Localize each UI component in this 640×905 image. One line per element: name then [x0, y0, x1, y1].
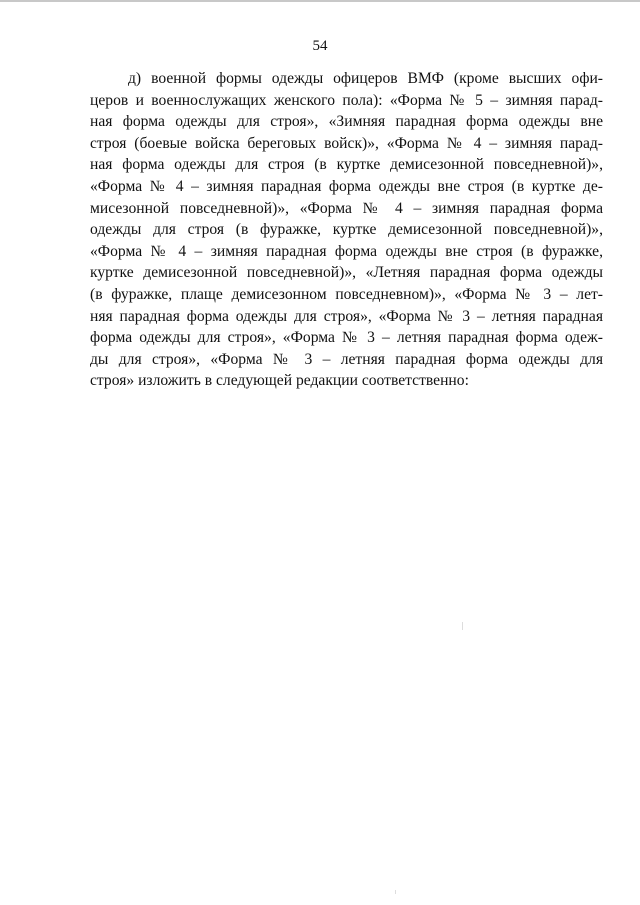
paragraph-line: (в фуражке, плаще демисезонном повседневном)», «Форма № 3 – лет- [90, 285, 603, 303]
paragraph-line: строя (боевые войска береговых войск)», «Форма № 4 – зимняя парад- [90, 134, 603, 152]
paragraph-line: ды для строя», «Форма № 3 – летняя парадная форма одежды для [90, 350, 603, 368]
paragraph-line: куртке демисезонной повседневной)», «Летняя парадная форма одежды [90, 264, 603, 282]
paragraph-line: «Форма № 4 – зимняя парадная форма одежды вне строя (в куртке де- [90, 177, 603, 195]
scan-speck [462, 622, 463, 630]
paragraph-line: «Форма № 4 – зимняя парадная форма одежды вне строя (в фуражке, [90, 242, 603, 260]
page-number: 54 [312, 38, 328, 54]
paragraph-line: д) военной формы одежды офицеров ВМФ (кроме высших офи- [128, 70, 603, 87]
scan-top-edge [0, 0, 640, 2]
paragraph-line: ная форма одежды для строя (в куртке демисезонной повседневной)», [90, 156, 603, 174]
body-paragraph [90, 68, 603, 392]
paragraph-line: церов и военнослужащих женского пола): «Форма № 5 – зимняя парад- [90, 91, 603, 109]
paragraph-line: строя» изложить в следующей редакции соответственно: [90, 372, 469, 390]
paragraph-line: няя парадная форма одежды для строя», «Форма № 3 – летняя парадная [90, 307, 603, 325]
paragraph-line: мисезонной повседневной)», «Форма № 4 – зимняя парадная форма [90, 199, 603, 217]
paragraph-line: форма одежды для строя», «Форма № 3 – летняя парадная форма одеж- [90, 329, 603, 347]
paragraph-line: ная форма одежды для строя», «Зимняя парадная форма одежды вне [90, 113, 603, 131]
paragraph-line: одежды для строя (в фуражке, куртке демисезонной повседневной)», [90, 221, 603, 239]
scan-speck [395, 890, 396, 894]
